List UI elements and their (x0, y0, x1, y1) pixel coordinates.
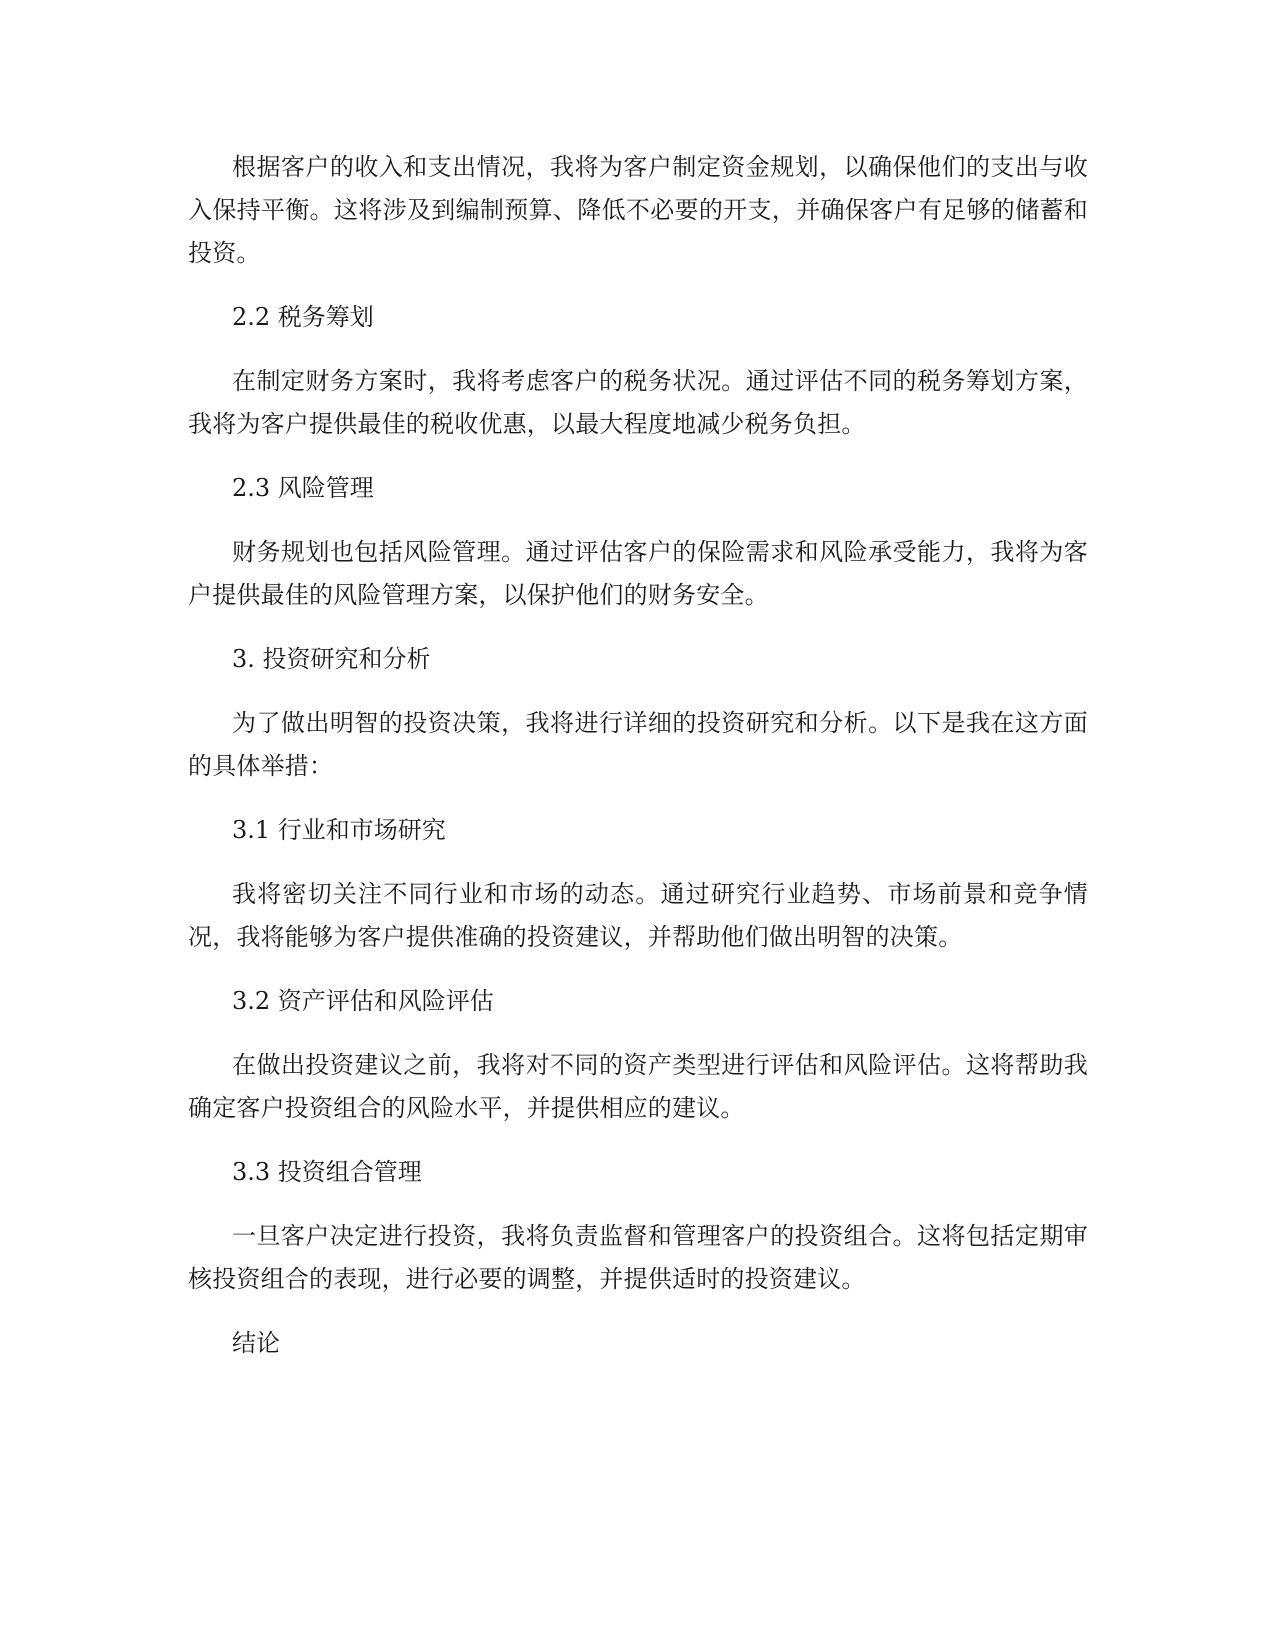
section-heading-investment-research: 3. 投资研究和分析 (232, 645, 431, 673)
paragraph-budget-planning: 根据客户的收入和支出情况，我将为客户制定资金规划，以确保他们的支出与收入保持平衡。这将涉及到编制预算、降低不必要的开支，并确保客户有足够的储蓄和投资。 (188, 153, 1088, 267)
section-heading-tax-planning: 2.2 税务筹划 (232, 303, 374, 331)
section-heading-conclusion: 结论 (232, 1329, 280, 1357)
paragraph-asset-risk-assessment: 在做出投资建议之前，我将对不同的资产类型进行评估和风险评估。这将帮助我确定客户投资组合的风险水平，并提供相应的建议。 (188, 1051, 1088, 1122)
paragraph-tax-planning: 在制定财务方案时，我将考虑客户的税务状况。通过评估不同的税务筹划方案，我将为客户提供最佳的税收优惠，以最大程度地减少税务负担。 (188, 367, 1088, 438)
section-heading-industry-market: 3.1 行业和市场研究 (232, 816, 446, 844)
paragraph-investment-research: 为了做出明智的投资决策，我将进行详细的投资研究和分析。以下是我在这方面的具体举措： (188, 709, 1088, 780)
section-heading-risk-management: 2.3 风险管理 (232, 474, 374, 502)
section-heading-asset-risk-assessment: 3.2 资产评估和风险评估 (232, 987, 494, 1015)
document-body (188, 146, 1088, 1386)
paragraph-risk-management: 财务规划也包括风险管理。通过评估客户的保险需求和风险承受能力，我将为客户提供最佳的风险管理方案，以保护他们的财务安全。 (188, 538, 1088, 609)
paragraph-industry-market: 我将密切关注不同行业和市场的动态。通过研究行业趋势、市场前景和竞争情况，我将能够为客户提供准确的投资建议，并帮助他们做出明智的决策。 (188, 880, 1088, 951)
section-heading-portfolio-management: 3.3 投资组合管理 (232, 1158, 422, 1186)
paragraph-portfolio-management: 一旦客户决定进行投资，我将负责监督和管理客户的投资组合。这将包括定期审核投资组合的表现，进行必要的调整，并提供适时的投资建议。 (188, 1222, 1088, 1293)
